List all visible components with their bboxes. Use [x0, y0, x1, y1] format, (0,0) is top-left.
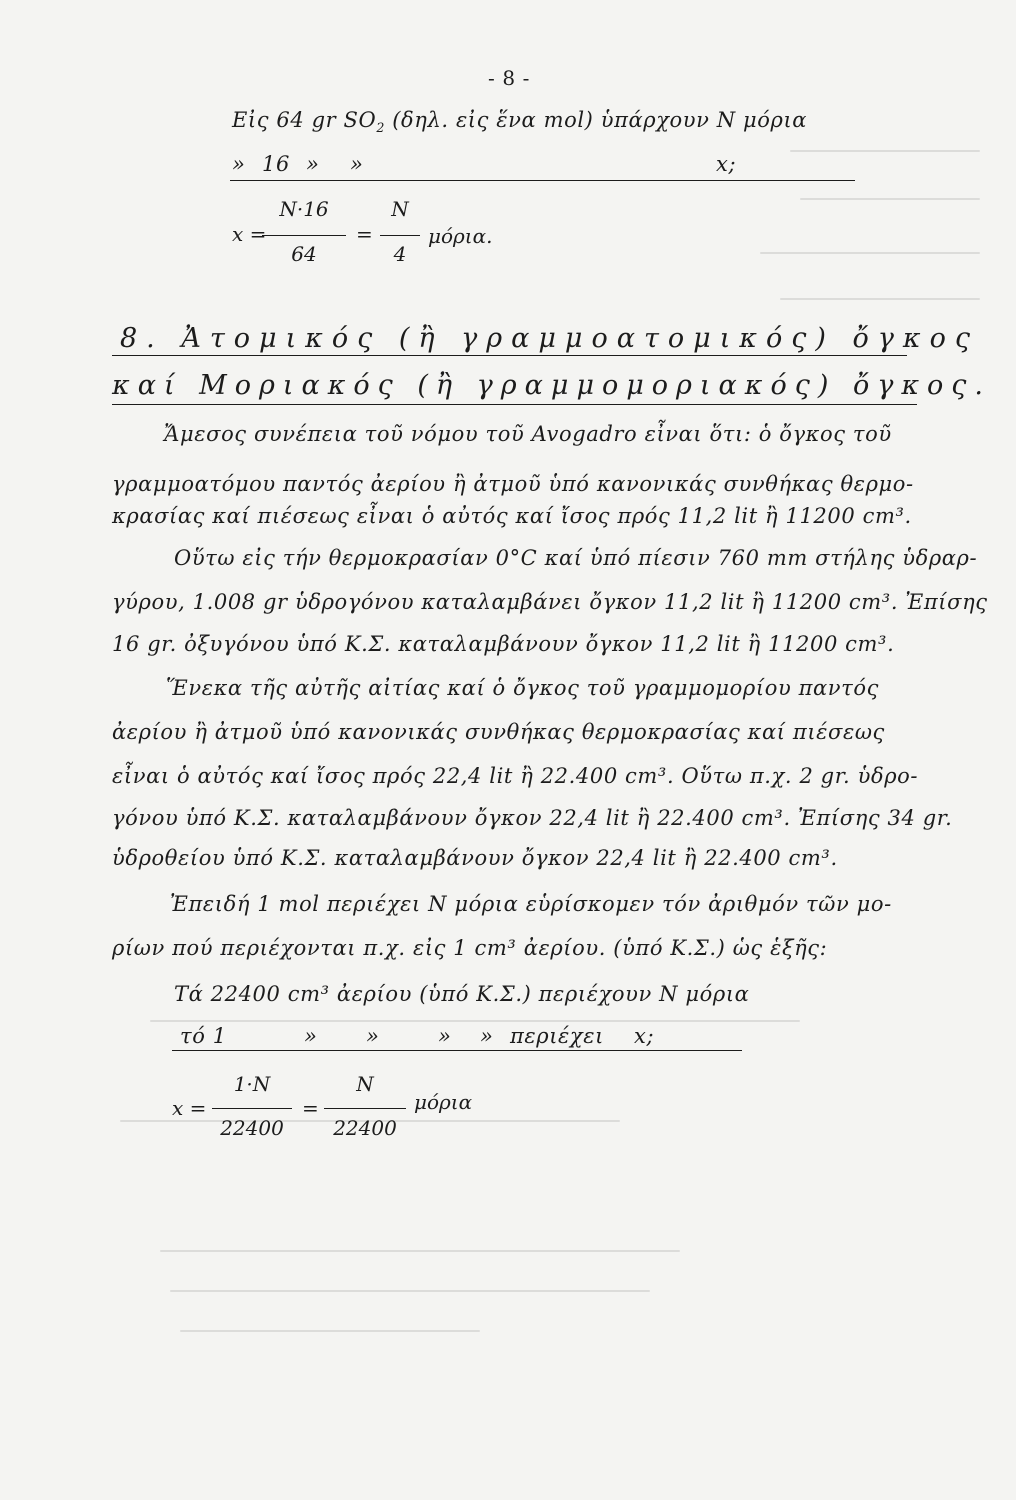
calc2-line2-quote-2: »	[366, 1024, 380, 1048]
calc2-line2-quote-3: »	[438, 1024, 452, 1048]
calc2-unit: μόρια	[414, 1090, 473, 1114]
p3-line4: γόνου ὑπό Κ.Σ. καταλαμβάνουν ὄγκον 22,4 lit ἢ 22.400 cm³. Ἐπίσης 34 gr.	[112, 806, 953, 830]
calc2-line2-start: τό 1	[180, 1024, 227, 1048]
p3-line2: ἀερίου ἢ ἀτμοῦ ὑπό κανονικάς συνθήκας θερμοκρασίας καί πιέσεως	[112, 720, 885, 744]
p1-line2: γραμμοατόμου παντός ἀερίου ἢ ἀτμοῦ ὑπό κανονικάς συνθήκας θερμο-	[112, 472, 914, 496]
calc1-line2-quote-b: »	[306, 152, 320, 176]
calc2-equals: =	[302, 1096, 319, 1120]
p2-line1: Οὕτω εἰς τήν θερμοκρασίαν 0°C καί ὑπό πίεσιν 760 mm στήλης ὑδραρ-	[174, 546, 978, 570]
calc2-x-label: x =	[172, 1096, 207, 1120]
p3-line1: Ἕνεκα τῆς αὐτῆς αἰτίας καί ὁ ὄγκος τοῦ γραμμομορίου παντός	[166, 676, 879, 700]
calc1-equals: =	[356, 222, 373, 246]
calc2-line2-quote-4: »	[480, 1024, 494, 1048]
calc2-line2-verb: περιέχει	[510, 1024, 604, 1048]
calc2-line1: Τά 22400 cm³ ἀερίου (ὑπό Κ.Σ.) περιέχουν N μόρια	[174, 982, 750, 1006]
p4-line2: ρίων πού περιέχονται π.χ. εἰς 1 cm³ ἀερίου. (ὑπό Κ.Σ.) ὡς ἑξῆς:	[112, 936, 828, 960]
calc1-line1-subscript: 2	[376, 120, 385, 136]
calc1-x-label: x =	[232, 222, 267, 246]
calc1-fraction-bar-1	[262, 235, 346, 236]
p3-line5: ὑδροθείου ὑπό Κ.Σ. καταλαμβάνουν ὄγκον 22,4 lit ἢ 22.400 cm³.	[112, 846, 838, 870]
calc1-fraction-bar-2	[380, 235, 420, 236]
calc2-separator-rule	[172, 1050, 742, 1051]
calc1-line2-x: x;	[716, 152, 737, 176]
calc2-denominator-2: 22400	[333, 1116, 397, 1140]
calc2-line2-x: x;	[634, 1024, 655, 1048]
calc2-denominator-1: 22400	[220, 1116, 284, 1140]
p4-line1: Ἐπειδή 1 mol περιέχει N μόρια εὑρίσκομεν τόν ἀριθμόν τῶν μο-	[170, 892, 892, 916]
calc1-line1	[232, 108, 807, 135]
p1-line1: Ἄμεσος συνέπεια τοῦ νόμου τοῦ Avogadro εἶναι ὅτι: ὁ ὄγκος τοῦ	[164, 422, 892, 446]
calc1-separator-rule	[230, 180, 855, 181]
calc1-denominator-1: 64	[291, 242, 317, 266]
calc1-line2-quote-a: »	[232, 152, 246, 176]
section-title-underline-2	[112, 404, 917, 405]
section-title-line2: καί Μοριακός (ἢ γραμμομοριακός) ὄγκος.	[112, 370, 992, 401]
calc1-unit: μόρια.	[428, 224, 493, 248]
p2-line2: γύρου, 1.008 gr ὑδρογόνου καταλαμβάνει ὄγκον 11,2 lit ἢ 11200 cm³. Ἐπίσης	[112, 590, 988, 614]
section-title-line1: 8. Ἀτομικός (ἢ γραμμοατομικός) ὄγκος	[120, 323, 979, 354]
page-number: - 8 -	[488, 66, 530, 90]
calc1-line2-number: 16	[262, 152, 290, 176]
calc1-line1-text: Εἰς 64 gr SO	[232, 108, 377, 132]
calc1-line1-tail: (δηλ. εἰς ἕνα mol) ὑπάρχουν N μόρια	[392, 108, 808, 132]
calc2-numerator-1: 1·N	[233, 1072, 271, 1096]
p1-line3: κρασίας καί πιέσεως εἶναι ὁ αὐτός καί ἴσος πρός 11,2 lit ἢ 11200 cm³.	[112, 504, 912, 528]
calc2-line2-quote-1: »	[304, 1024, 318, 1048]
calc1-line2-quote-c: »	[350, 152, 364, 176]
calc1-numerator-2: N	[391, 197, 409, 221]
calc1-denominator-2: 4	[393, 242, 407, 266]
calc2-fraction-bar-1	[212, 1108, 292, 1109]
calc2-fraction-bar-2	[324, 1108, 406, 1109]
calc1-numerator-1: N·16	[279, 197, 329, 221]
calc2-numerator-2: N	[356, 1072, 374, 1096]
p2-line3: 16 gr. ὀξυγόνου ὑπό Κ.Σ. καταλαμβάνουν ὄγκον 11,2 lit ἢ 11200 cm³.	[112, 632, 895, 656]
p3-line3: εἶναι ὁ αὐτός καί ἴσος πρός 22,4 lit ἢ 22.400 cm³. Οὕτω π.χ. 2 gr. ὑδρο-	[112, 764, 919, 788]
section-title-underline-1	[112, 355, 907, 356]
